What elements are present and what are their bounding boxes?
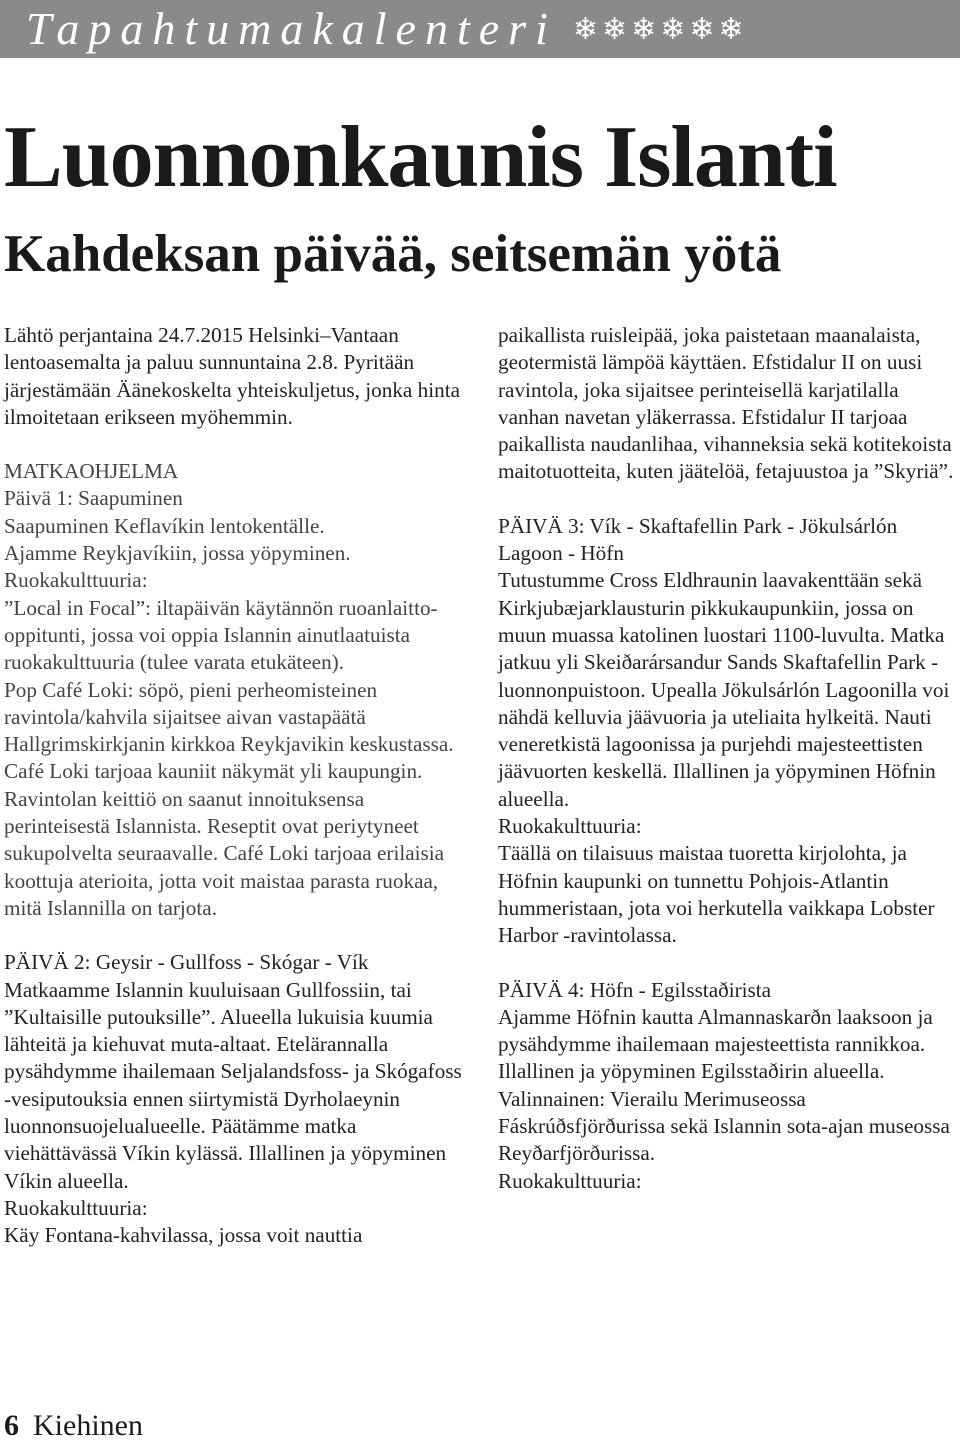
day1-food-cafe-loki: Pop Café Loki: söpö, pieni perheomisteinen ravintola/kahvila sijaitsee aivan vastapäätä Hallgrimskirkjanin kirkkoa Reykjavikin keskustassa. Café Loki tarjoaa kauniit näkymät yli kaupungin. Ravintolan keittiö on saanut innoituksensa perinteisestä Islannista. Reseptit ovat periytyneet sukupolvelta seuraavalle. Café Loki tarjoaa erilaisia koottuja aterioita, jotta voit maistaa parasta ruokaa, mitä Islannilla on tarjota. xyxy=(4,677,454,920)
day2-food-text: Käy Fontana-kahvilassa, jossa voit nauttia xyxy=(4,1223,363,1248)
day2-text: Matkaamme Islannin kuuluisaan Gullfossiin, tai ”Kultaisille putouksille”. Alueella lukuisia kuumia lähteitä ja kiehuvat muta-altaat. Etelärannalla pysähdymme ihailemaan Seljalandsfoss- ja Skógafoss -vesiputouksia ennen siirtymistä Dyrholaeynin luonnonsuojelualueelle. Päätämme matka viehättävässä Víkin kylässä. Illallinen ja yöpyminen Víkin alueella. xyxy=(4,977,462,1193)
day1-line1: Saapuminen Keflavíkin lentokentälle. xyxy=(4,513,325,538)
banner-title: Tapahtumakalenteri xyxy=(26,3,557,54)
day4-food-label: Ruokakulttuuria: xyxy=(498,1168,642,1193)
day3-food-text: Täällä on tilaisuus maistaa tuoretta kirjolohta, ja Höfnin kaupunki on tunnettu Pohjois-Atlantin hummeristaan, jota voi herkutella vaikkapa Lobster Harbor -ravintolassa. xyxy=(498,841,935,948)
day2-food-continued: paikallista ruisleipää, joka paistetaan maanalaista, geotermistä lämpöä käyttäen. Efstidalur II on uusi ravintola, joka sijaitsee perinteisellä karjatilalla vanhan navetan yläkerrassa. Efstidalur II tarjoaa paikallista naudanlihaa, vihanneksia sekä kotitekoista maitotuotteita, kuten jäätelöä, fetajuustoa ja ”Skyriä”. xyxy=(498,323,954,484)
day4-heading: PÄIVÄ 4: Höfn - Egilsstaðirista xyxy=(498,977,772,1002)
day3-food-label: Ruokakulttuuria: xyxy=(498,814,642,839)
day2-food-label: Ruokakulttuuria: xyxy=(4,1195,148,1220)
day1-heading: Päivä 1: Saapuminen xyxy=(4,486,183,511)
article-title: Luonnonkaunis Islanti xyxy=(4,109,837,206)
day1-line2: Ajamme Reykjavíkiin, jossa yöpyminen. xyxy=(4,541,351,566)
left-column xyxy=(4,322,466,1250)
snowflake-icon: ❄❄❄❄❄❄ xyxy=(572,12,748,46)
day1-food-local-in-focal: ”Local in Focal”: iltapäivän käytännön ruoanlaitto-oppitunti, jossa voi oppia Islannin ainutlaatuista ruokakulttuuria (tulee varata etukäteen). xyxy=(4,595,438,675)
day3-heading: PÄIVÄ 3: Vík - Skaftafellin Park - Jökulsárlón Lagoon - Höfn xyxy=(498,513,898,566)
program-heading: MATKAOHJELMA xyxy=(4,459,179,484)
section-banner xyxy=(0,0,960,58)
day2-heading: PÄIVÄ 2: Geysir - Gullfoss - Skógar - Vík xyxy=(4,950,369,975)
day1-food-label: Ruokakulttuuria: xyxy=(4,568,148,593)
article-subtitle: Kahdeksan päivää, seitsemän yötä xyxy=(4,225,782,283)
page-footer xyxy=(4,1408,143,1444)
day4-optional: Valinnainen: Vierailu Merimuseossa Fáskrúðsfjörðurissa sekä Islannin sota-ajan museossa Reyðarfjörðurissa. xyxy=(498,1086,950,1166)
right-column xyxy=(498,322,958,1195)
day4-text: Ajamme Höfnin kautta Almannaskarðn laaksoon ja pysähdymme ihailemaan majesteettista rannikkoa. Illallinen ja yöpyminen Egilsstaðirin alueella. xyxy=(498,1004,933,1084)
intro-paragraph: Lähtö perjantaina 24.7.2015 Helsinki–Vantaan lentoasemalta ja paluu sunnuntaina 2.8. Pyritään järjestämään Äänekoskelta yhteiskuljetus, jonka hinta ilmoitetaan erikseen myöhemmin. xyxy=(4,323,460,429)
page-number: 6 xyxy=(4,1409,19,1442)
publication-name: Kiehinen xyxy=(33,1409,143,1442)
day3-text: Tutustumme Cross Eldhraunin laavakenttään sekä Kirkjubæjarklausturin pikkukaupunkiin, jossa on muun muassa katolinen luostari 1100-luvulta. Matka jatkuu yli Skeiðarársandur Sands Skaftafellin Park -luonnonpuistoon. Upealla Jökulsárlón Lagoonilla voi nähdä kelluvia jäävuoria ja uteliaita hylkeitä. Nauti veneretkistä lagoonissa ja purjehdi majesteettisten jäävuorten keskellä. Illallinen ja yöpyminen Höfnin alueella. xyxy=(498,568,950,811)
